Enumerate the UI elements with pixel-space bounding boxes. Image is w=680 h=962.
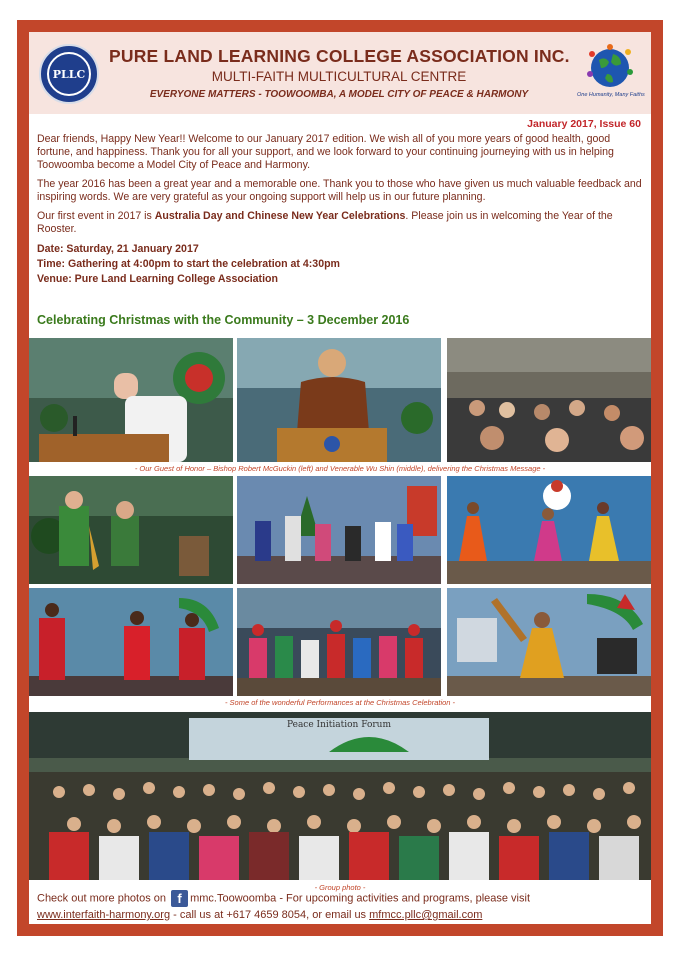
- intro-paragraph-3: Our first event in 2017 is Australia Day and Chinese New Year Celebrations. Please join us in welcoming the Year of the Rooster.: [37, 210, 613, 235]
- facebook-icon[interactable]: f: [171, 890, 188, 907]
- event-venue: Venue: Pure Land Learning College Association: [37, 273, 278, 285]
- caption-guests: - Our Guest of Honor – Bishop Robert McGuckin (left) and Venerable Wu Shin (middle), delivering the Christmas Message -: [134, 464, 546, 473]
- section-title: Celebrating Christmas with the Community – 3 December 2016: [37, 313, 410, 327]
- facebook-handle[interactable]: mmc.Toowoomba: [190, 892, 277, 905]
- globe-logo: [577, 42, 645, 102]
- photo-venerable: [237, 338, 441, 462]
- event-name: Australia Day and Chinese New Year Celebrations: [154, 210, 406, 222]
- photo-dancers: [447, 476, 651, 584]
- group-banner-text: Peace Initiation Forum: [286, 720, 392, 730]
- photo-children-santa-hats: [237, 588, 441, 696]
- globe-logo-caption: One Humanity, Many Faiths: [577, 92, 645, 98]
- org-subtitle: MULTI-FAITH MULTICULTURAL CENTRE: [211, 69, 467, 84]
- page-content: [29, 32, 651, 924]
- photo-bishop: [29, 338, 233, 462]
- website-link[interactable]: www.interfaith-harmony.org: [37, 909, 171, 921]
- intro-text: [37, 133, 643, 287]
- photo-group: [29, 712, 651, 880]
- event-time: Time: Gathering at 4:00pm to start the celebration at 4:30pm: [37, 258, 340, 270]
- header-band: [29, 32, 651, 114]
- footer-line-2: www.interfaith-harmony.org - call us at +617 4659 8054, or email us mfmcc.pllc@gmail.com: [37, 909, 483, 921]
- college-logo: [39, 44, 99, 104]
- org-tagline: EVERYONE MATTERS - TOOWOOMBA, A MODEL CITY OF PEACE & HARMONY: [149, 89, 529, 100]
- footer-line-1: Check out more photos on f mmc.Toowoomba - For upcoming activities and programs, please visit: [37, 891, 530, 906]
- college-logo-mark: PLLC: [47, 52, 91, 96]
- email-link[interactable]: mfmcc.pllc@gmail.com: [369, 909, 483, 921]
- photo-kids-choir: [237, 476, 441, 584]
- intro-paragraph-2: The year 2016 has been a great year and a memorable one. Thank you to those who have given us much valuable feedback and inspiring words. We are very grateful as your ongoing support will help us in our future planning.: [37, 178, 642, 203]
- issue-label: January 2017, Issue 60: [527, 118, 641, 130]
- org-title: PURE LAND LEARNING COLLEGE ASSOCIATION INC.: [109, 46, 570, 66]
- caption-group: - Group photo -: [314, 883, 366, 892]
- footer: [37, 890, 647, 923]
- photo-saxophone: [29, 476, 233, 584]
- intro-paragraph-1: Dear friends, Happy New Year!! Welcome to our January 2017 edition. We wish all of you more years of good health, good fortune, and happiness. Thank you for all your support, and we look forward to your continuing journeying with us in helping Toowoomba become a Model City of Peace and Harmony.: [37, 133, 614, 171]
- caption-performances: - Some of the wonderful Performances at the Christmas Celebration -: [224, 698, 456, 707]
- photo-audience: [447, 338, 651, 462]
- photo-solo-dancer: [447, 588, 651, 696]
- page-frame: [17, 20, 663, 936]
- photo-red-performers: [29, 588, 233, 696]
- event-date: Date: Saturday, 21 January 2017: [37, 243, 199, 255]
